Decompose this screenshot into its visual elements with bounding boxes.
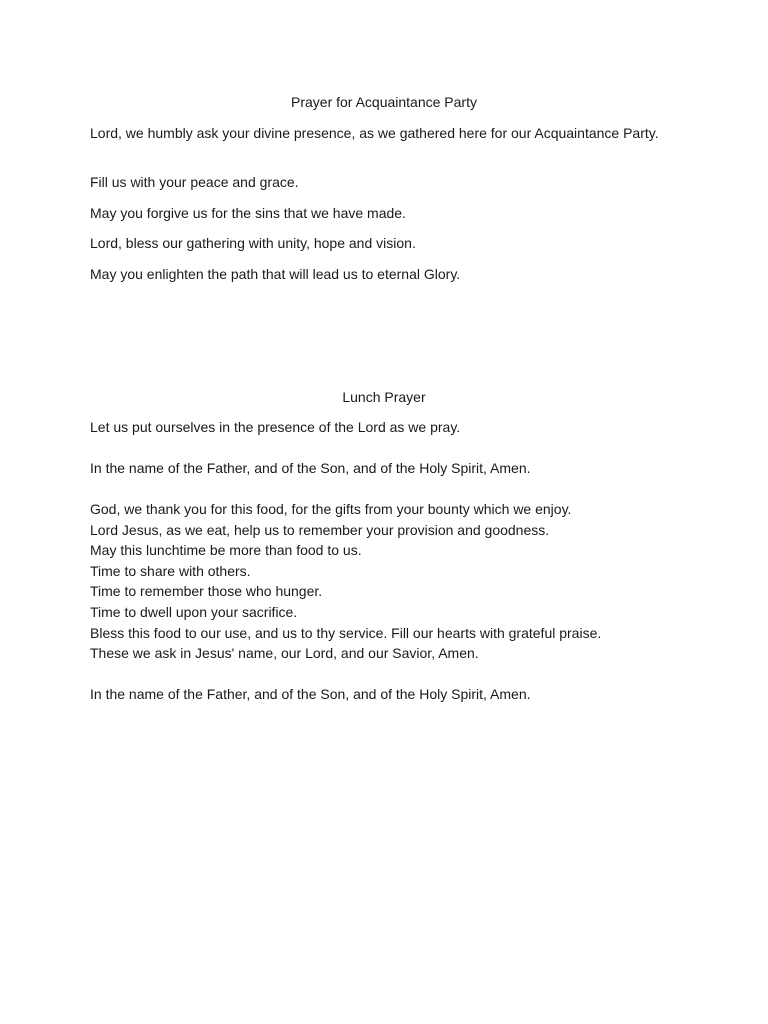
lunch-prayer-line: Time to dwell upon your sacrifice. [90, 604, 298, 620]
acquaintance-paragraph: Lord, bless our gathering with unity, hope and vision. [90, 235, 416, 251]
lunch-prayer-line: Time to remember those who hunger. [90, 583, 323, 599]
sign-of-cross-closing: In the name of the Father, and of the Son, and of the Holy Spirit, Amen. [90, 686, 531, 702]
sign-of-cross-opening: In the name of the Father, and of the Son, and of the Holy Spirit, Amen. [90, 460, 531, 476]
lunch-prayer-line: These we ask in Jesus' name, our Lord, and our Savior, Amen. [90, 645, 479, 661]
lunch-prayer-title: Lunch Prayer [342, 389, 426, 405]
acquaintance-paragraph: Lord, we humbly ask your divine presence, as we gathered here for our Acquaintance Party. [90, 125, 659, 141]
lunch-prayer-line: Lord Jesus, as we eat, help us to remember your provision and goodness. [90, 522, 550, 538]
lunch-prayer-line: Time to share with others. [90, 563, 251, 579]
acquaintance-paragraph: May you enlighten the path that will lead us to eternal Glory. [90, 266, 461, 282]
acquaintance-paragraph: May you forgive us for the sins that we have made. [90, 205, 406, 221]
acquaintance-paragraph: Fill us with your peace and grace. [90, 174, 299, 190]
lunch-opening: Let us put ourselves in the presence of the Lord as we pray. [90, 419, 461, 435]
lunch-prayer-line: God, we thank you for this food, for the gifts from your bounty which we enjoy. [90, 501, 572, 517]
acquaintance-prayer-title: Prayer for Acquaintance Party [291, 94, 477, 110]
lunch-prayer-line: May this lunchtime be more than food to us. [90, 542, 362, 558]
lunch-prayer-line: Bless this food to our use, and us to thy service. Fill our hearts with grateful praise. [90, 625, 602, 641]
